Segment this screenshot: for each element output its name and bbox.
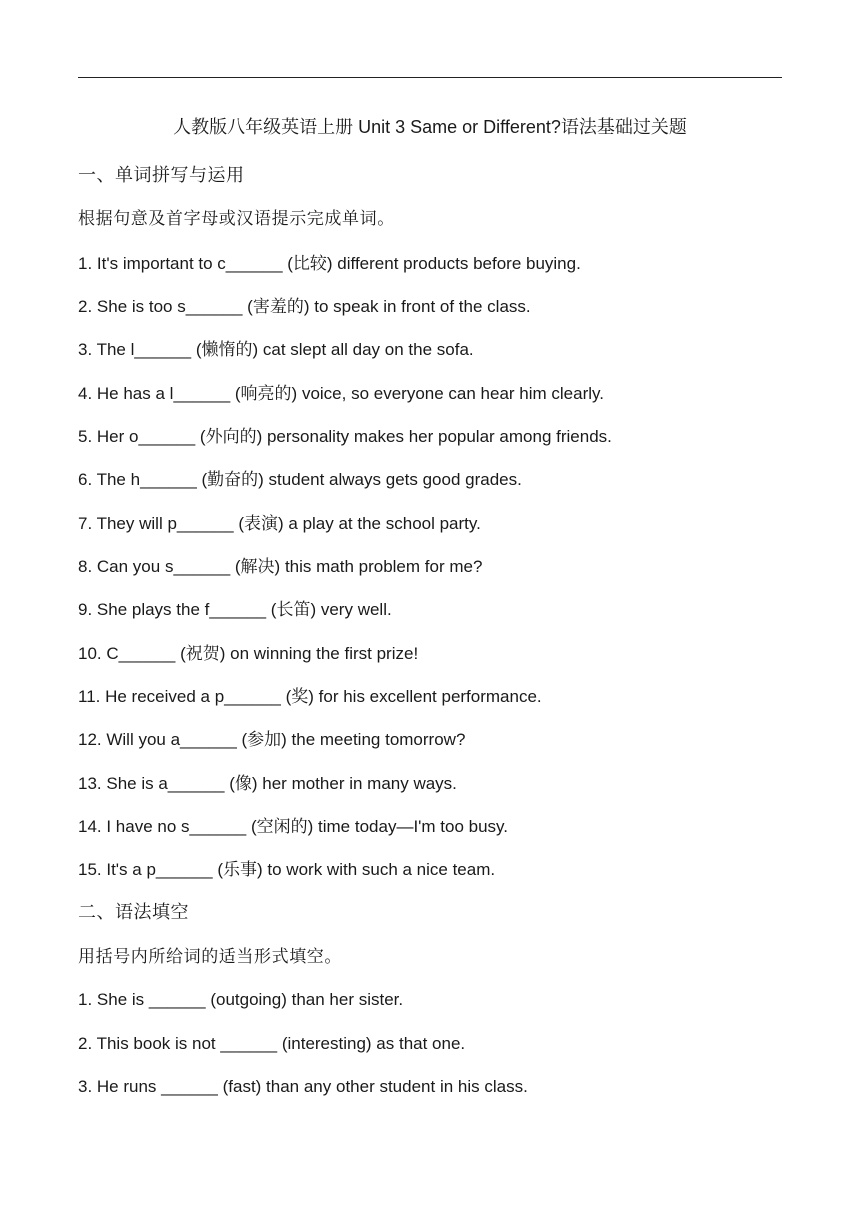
header-rule	[78, 77, 782, 78]
question-item: 12. Will you a______ (参加) the meeting tomorrow?	[78, 730, 466, 749]
section1-heading: 一、单词拼写与运用	[78, 165, 245, 186]
question-item: 15. It's a p______ (乐事) to work with such a nice team.	[78, 860, 496, 879]
question-item: 9. She plays the f______ (长笛) very well.	[78, 600, 392, 619]
question-item: 2. This book is not ______ (interesting) as that one.	[78, 1034, 466, 1053]
question-item: 1. It's important to c______ (比较) different products before buying.	[78, 254, 581, 273]
question-item: 7. They will p______ (表演) a play at the school party.	[78, 514, 481, 533]
question-item: 13. She is a______ (像) her mother in many ways.	[78, 774, 457, 793]
question-item: 4. He has a l______ (响亮的) voice, so everyone can hear him clearly.	[78, 384, 604, 403]
section2-heading: 二、语法填空	[78, 902, 189, 923]
question-item: 5. Her o______ (外向的) personality makes her popular among friends.	[78, 427, 612, 446]
question-item: 3. The l______ (懒惰的) cat slept all day on the sofa.	[78, 340, 474, 359]
document-title: 人教版八年级英语上册 Unit 3 Same or Different?语法基础过关题	[173, 117, 687, 137]
question-item: 3. He runs ______ (fast) than any other student in his class.	[78, 1077, 528, 1096]
question-item: 2. She is too s______ (害羞的) to speak in front of the class.	[78, 297, 531, 316]
section2-instruction: 用括号内所给词的适当形式填空。	[78, 947, 342, 967]
question-item: 11. He received a p______ (奖) for his excellent performance.	[78, 687, 542, 706]
question-item: 1. She is ______ (outgoing) than her sister.	[78, 990, 404, 1009]
question-item: 6. The h______ (勤奋的) student always gets good grades.	[78, 470, 522, 489]
question-item: 8. Can you s______ (解决) this math problem for me?	[78, 557, 483, 576]
section1-instruction: 根据句意及首字母或汉语提示完成单词。	[78, 209, 395, 229]
question-item: 14. I have no s______ (空闲的) time today—I'm too busy.	[78, 817, 509, 836]
question-item: 10. C______ (祝贺) on winning the first prize!	[78, 644, 419, 663]
